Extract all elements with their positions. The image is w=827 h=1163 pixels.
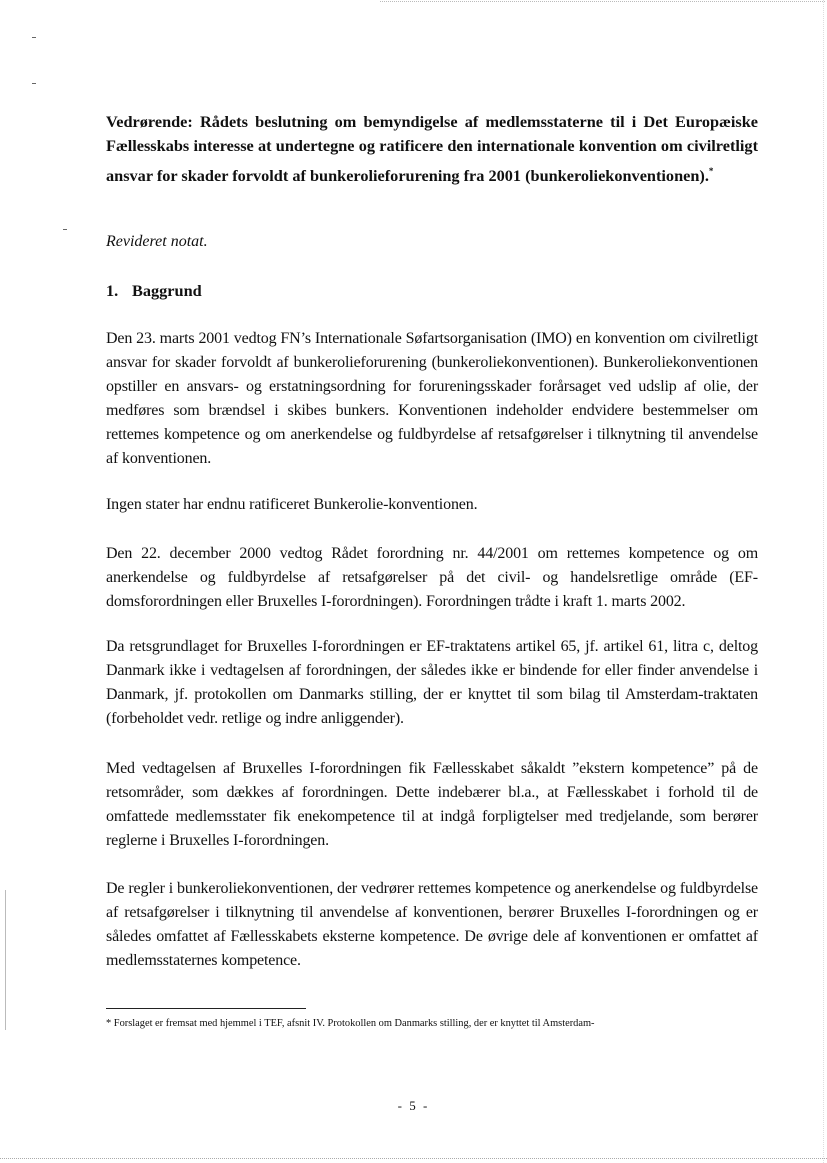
footnote: * Forslaget er fremsat med hjemmel i TEF, afsnit IV. Protokollen om Danmarks stilling, der er knyttet til Amsterdam-: [106, 1018, 595, 1029]
section-number: 1.: [106, 281, 119, 300]
subject-heading: [106, 110, 758, 188]
section-title: Baggrund: [132, 281, 202, 300]
paragraph: Ingen stater har endnu ratificeret Bunkerolie-konventionen.: [106, 496, 478, 513]
subject-text: Vedrørende: Rådets beslutning om bemyndigelse af medlemsstaterne til i Det Europæiske Fællesskabs interesse at undertegne og ratificere den internationale konvention om civilretligt ansvar for skader forvoldt af bunkerolieforurening fra 2001 (bunkeroliekonventionen).: [106, 112, 758, 185]
revised-note: Revideret notat.: [106, 233, 208, 250]
paragraph: Den 23. marts 2001 vedtog FN’s Internationale Søfartsorganisation (IMO) en konvention om civilretligt ansvar for skader forvoldt af bunkerolieforurening (bunkeroliekonventionen). Bunkeroliekonventionen opstiller en ansvars- og erstatningsordning for forureningsskader forårsaget ved udslip af olie, der medføres som brændsel i skibes bunkers. Konventionen indeholder endvidere bestemmelser om rettemes kompetence og om anerkendelse og fuldbyrdelse af retsafgørelser i tilknytning til anvendelse af konventionen.: [106, 330, 758, 468]
paragraph: Den 22. december 2000 vedtog Rådet forordning nr. 44/2001 om rettemes kompetence og om anerkendelse og fuldbyrdelse af retsafgørelser på det civil- og handelsretlige område (EF-domsforordningen eller Bruxelles I-forordningen). Forordningen trådte i kraft 1. marts 2002.: [106, 545, 758, 611]
paragraph: Da retsgrundlaget for Bruxelles I-forordningen er EF-traktatens artikel 65, jf. artikel 61, litra c, deltog Danmark ikke i vedtagelsen af forordningen, der således ikke er bindende for eller finder anvendelse i Danmark, jf. protokollen om Danmarks stilling, der er knyttet til som bilag til Amsterdam-traktaten (forbeholdet vedr. retlige og indre anliggender).: [106, 638, 758, 728]
scan-edge: [0, 1158, 827, 1159]
scan-edge: [380, 1, 825, 2]
footnote-divider: [106, 1008, 306, 1009]
scan-mark: [63, 229, 67, 230]
scan-edge: [823, 0, 825, 1163]
paragraph: Med vedtagelsen af Bruxelles I-forordningen fik Fællesskabet såkaldt ”ekstern kompetence” på de retsområder, som dækkes af forordningen. Dette indebærer bl.a., at Fællesskabet i forhold til de omfattede medlemsstater fik enekompetence til at indgå forpligtelser med tredjelande, som berører reglerne i Bruxelles I-forordningen.: [106, 760, 758, 850]
scan-mark: [32, 37, 36, 38]
scan-edge: [5, 890, 6, 1030]
footnote-mark: *: [708, 165, 714, 176]
page-number: - 5 -: [397, 1098, 430, 1113]
section-heading: [106, 279, 758, 303]
scan-mark: [32, 83, 36, 84]
paragraph: De regler i bunkeroliekonventionen, der vedrører rettemes kompetence og anerkendelse og fuldbyrdelse af retsafgørelser i tilknytning til anvendelse af konventionen, berører Bruxelles I-forordningen og er således omfattet af Fællesskabets eksterne kompetence. De øvrige dele af konventionen er omfattet af medlemsstaternes kompetence.: [106, 880, 758, 970]
